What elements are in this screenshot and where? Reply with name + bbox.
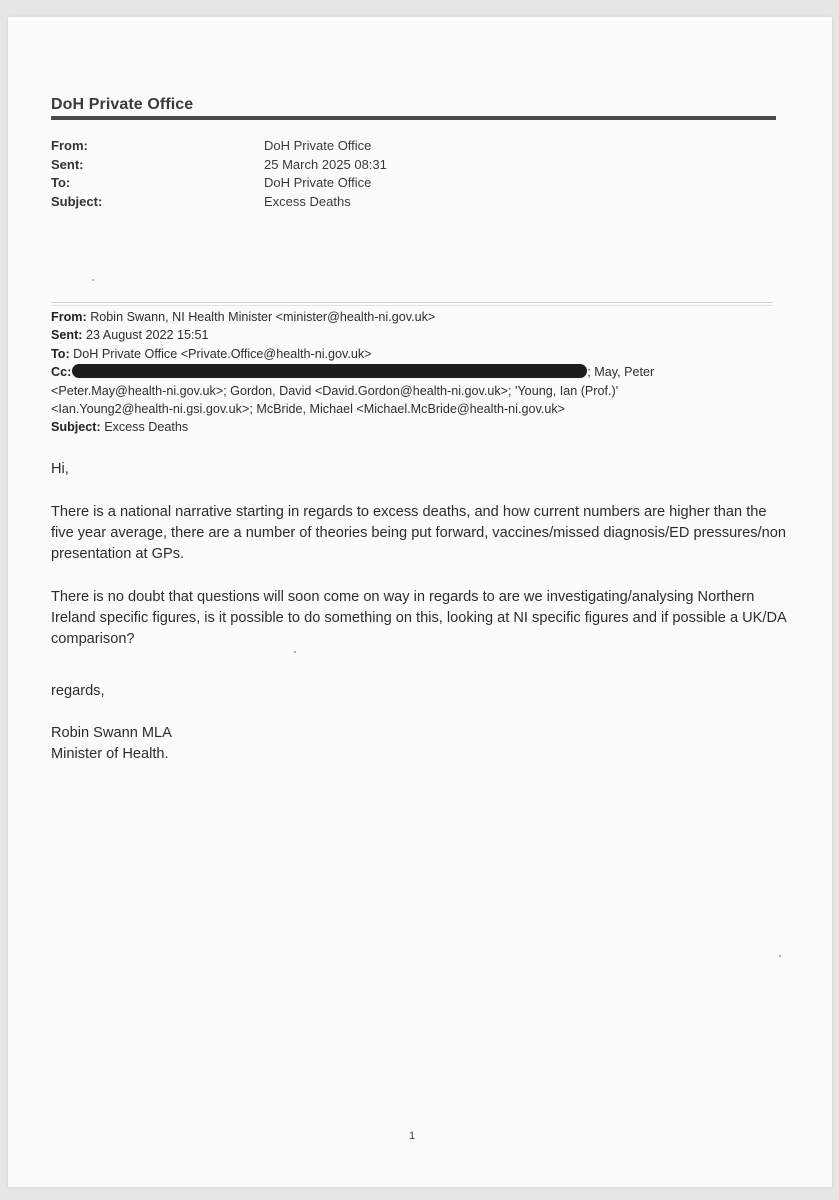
scan-speck: [92, 279, 94, 281]
forwarded-sent-label: Sent:: [51, 328, 83, 343]
forwarded-to-value: DoH Private Office <Private.Office@health-ni.gov.uk>: [73, 346, 372, 361]
forwarded-header: [51, 308, 781, 437]
meta-label: To:: [51, 175, 71, 190]
forwarded-to-label: To:: [51, 346, 70, 361]
meta-value: DoH Private Office: [264, 175, 372, 190]
meta-row-sent: [51, 156, 387, 175]
forwarded-subject-value: Excess Deaths: [104, 420, 189, 435]
meta-label: Sent:: [51, 156, 84, 172]
header-rule: [51, 116, 776, 120]
forwarded-subject-line: [51, 418, 781, 436]
forward-divider-shadow: [51, 305, 773, 306]
signature-name: Robin Swann MLA: [51, 725, 172, 741]
page-number: 1: [409, 1130, 416, 1142]
body-paragraph-2: There is no doubt that questions will soon come on way in regards to are we investigating/analysing Northern Ireland specific figures, is it possible to do something on this, looking at NI specific figures and if possible a UK/DA comparison?: [51, 589, 786, 647]
mailbox-title: DoH Private Office: [51, 96, 194, 113]
body-paragraph-1: There is a national narrative starting in regards to excess deaths, and how current numbers are higher than the five year average, there are a number of theories being put forward, vaccines/missed diagnosis/ED pressures/non presentation at GPs.: [51, 504, 786, 562]
forwarded-cc-tail: ; May, Peter: [587, 365, 655, 380]
forwarded-to-line: [51, 345, 781, 363]
meta-label: From:: [51, 138, 88, 153]
forwarded-from-label: From:: [51, 310, 87, 324]
redaction-bar: [72, 364, 587, 378]
document-page: [8, 17, 832, 1187]
meta-row-subject: [51, 193, 387, 212]
forwarded-from-line: [51, 308, 781, 326]
forwarded-cc-label: Cc:: [51, 365, 72, 380]
meta-value: Excess Deaths: [264, 193, 351, 209]
forwarded-subject-label: Subject:: [51, 420, 101, 435]
greeting: Hi,: [51, 461, 69, 477]
meta-value: DoH Private Office: [264, 138, 372, 153]
meta-label: Subject:: [51, 193, 103, 209]
forward-divider: [51, 302, 773, 303]
forwarded-cc-line: [51, 363, 781, 381]
forwarded-cc-line-2: <Peter.May@health-ni.gov.uk>; Gordon, David <David.Gordon@health-ni.gov.uk>; 'Young, Ian (Prof.)': [51, 383, 619, 398]
scan-speck: [294, 651, 296, 653]
forwarded-sent-value: 23 August 2022 15:51: [85, 328, 209, 343]
meta-row-to: [51, 174, 387, 193]
meta-value: 25 March 2025 08:31: [264, 156, 387, 172]
email-meta: [51, 137, 387, 211]
signature-title: Minister of Health.: [51, 746, 169, 762]
signoff: regards,: [51, 683, 105, 699]
forwarded-cc-line-3: <Ian.Young2@health-ni.gsi.gov.uk>; McBride, Michael <Michael.McBride@health-ni.gov.uk>: [51, 402, 565, 417]
scan-speck: [779, 955, 781, 957]
meta-row-from: [51, 137, 387, 156]
forwarded-from-value: Robin Swann, NI Health Minister <minister@health-ni.gov.uk>: [90, 310, 436, 324]
forwarded-sent-line: [51, 326, 781, 344]
